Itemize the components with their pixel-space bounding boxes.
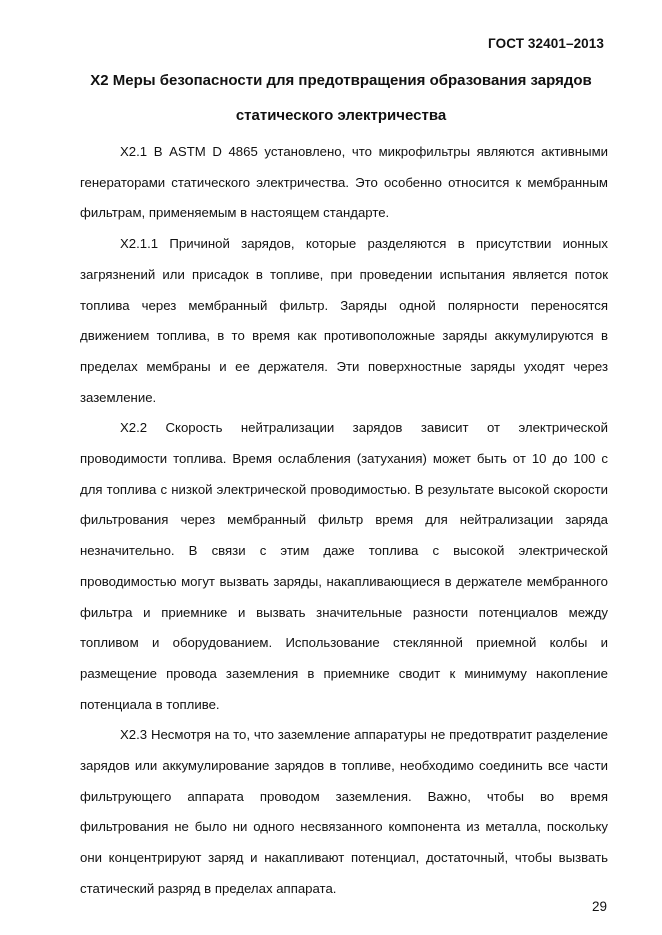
paragraph-x2-1-1: X2.1.1 Причиной зарядов, которые разделяются в присутствии ионных загрязнений или присадок в топливе, при проведении испытания является поток топлива через мембранный фильтр. Заряды одной полярности переносятся движением топлива, в то время как противоположные заряды аккумулируются в пределах мембраны и ее держателя. Эти поверхностные заряды уходят через заземление. xyxy=(80,236,608,405)
document-body xyxy=(80,137,608,905)
standard-code: ГОСТ 32401–2013 xyxy=(488,36,604,51)
page-number: 29 xyxy=(591,899,607,914)
section-title-line-1: X2 Меры безопасности для предотвращения образования зарядов xyxy=(90,72,592,89)
paragraph-x2-2: X2.2 Скорость нейтрализации зарядов зависит от электрической проводимости топлива. Время ослабления (затухания) может быть от 10 до 100 с для топлива с низкой электрической проводимостью. В результате высокой скорости фильтрования через мембранный фильтр время для нейтрализации заряда незначительно. В связи с этим даже топлива с высокой электрической проводимостью могут вызвать заряды, накапливающиеся в держателе мембранного фильтра и приемнике и вызвать значительные разности потенциалов между топливом и оборудованием. Использование стеклянной приемной колбы и размещение провода заземления в приемнике сводит к минимуму накопление потенциала в топливе. xyxy=(80,420,608,712)
paragraph-x2-1: X2.1 В ASTM D 4865 установлено, что микрофильтры являются активными генераторами статического электричества. Это особенно относится к мембранным фильтрам, применяемым в настоящем стандарте. xyxy=(80,144,608,221)
section-title-line-2: статического электричества xyxy=(235,107,447,124)
paragraph-x2-3: X2.3 Несмотря на то, что заземление аппаратуры не предотвратит разделение зарядов или аккумулирование зарядов в топливе, необходимо соединить все части фильтрующего аппарата проводом заземления. Важно, чтобы во время фильтрования не было ни одного несвязанного компонента из металла, поскольку они концентрируют заряд и накапливают потенциал, достаточный, чтобы вызвать статический разряд в пределах аппарата. xyxy=(80,727,608,896)
